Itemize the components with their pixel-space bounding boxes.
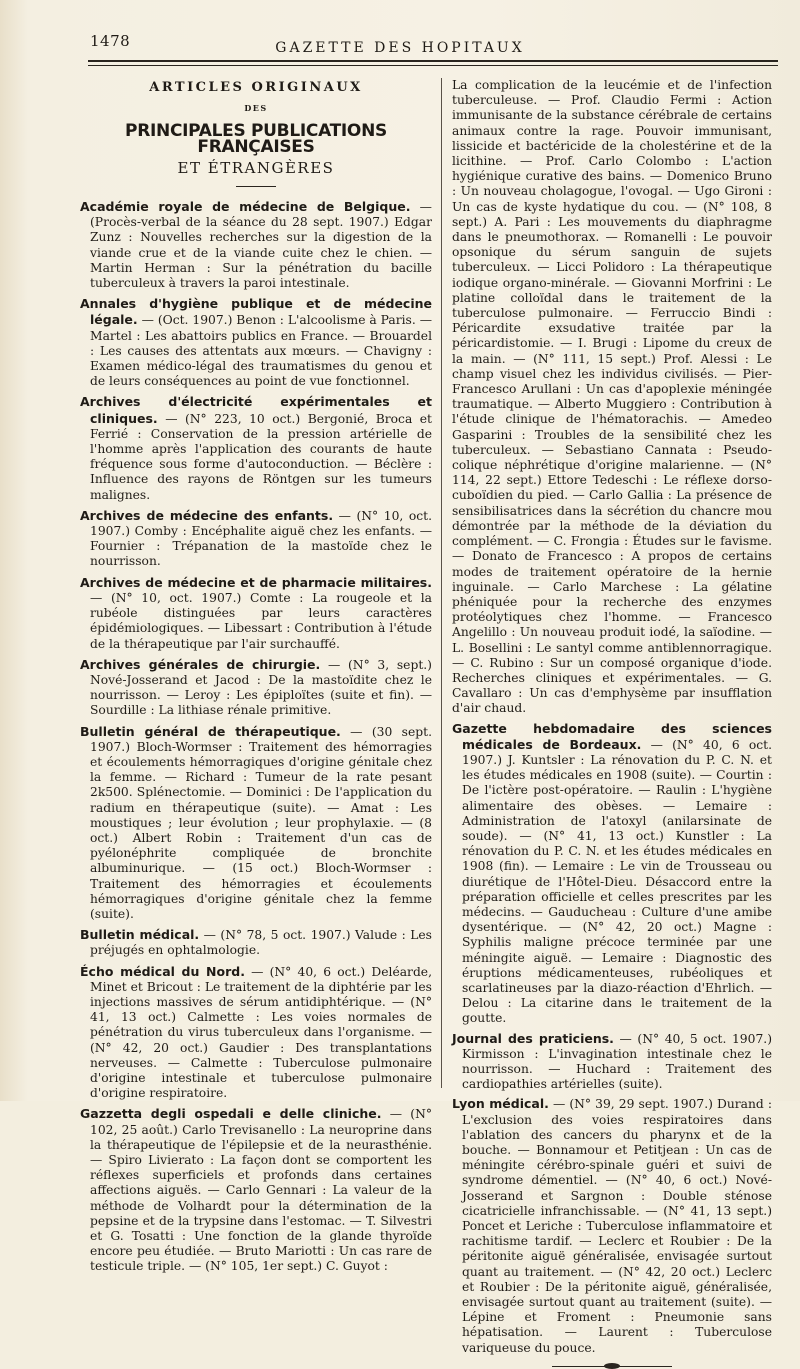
- journal-entry: [80, 199, 432, 291]
- journal-entry: [452, 721, 772, 1027]
- entry-text: — (N° 10, oct. 1907.) Comte : La rougeole et la rubéole distinguées par leurs caractères épidémiologiques. — Libessart : Contribution à l'étude de la thérapeutique par l'air surchauffé.: [90, 590, 432, 651]
- section-title-etrangeres: ET ÉTRANGÈRES: [177, 158, 335, 177]
- journal-entry: [80, 296, 432, 389]
- journal-entry: [80, 964, 432, 1102]
- journal-name: Annales d'hygiène publique et de médecine légale.: [80, 296, 432, 328]
- entry-text: — (N° 40, 6 oct.) Deléarde, Minet et Bricout : Le traitement de la diphtérie par les injections massives de sérum antidiphtérique. — (N° 41, 13 oct.) Calmette : Les voies normales de pénétration du virus tuberculeux dans l'organisme. — (N° 42, 20 oct.) Gaudier : Des transplantations nerveuses. — Calmette : Tuberculose pulmonaire d'origine intestinale et tuberculose pulmonaire d'origine respiratoire.: [90, 964, 432, 1101]
- entry-text: — (N° 40, 6 oct. 1907.) J. Kuntsler : La rénovation du P. C. N. et les études médicales en 1908 (suite). — Courtin : De l'ictère post-opératoire. — Raulin : L'hygiène alimentaire des obèses. — Lemaire : Administration de l'atoxyl (anilarsinate de soude). — (N° 41, 13 oct.) Kunstler : La rénovation du P. C. N. et les études médicales en 1908 (fin). — Lemaire : Le vin de Trousseau ou diurétique de l'Hôtel-Dieu. Désaccord entre la préparation officielle et celles prescrites par les médecins. — Gauducheau : Culture d'une amibe dysentérique. — (N° 42, 20 oct.) Magne : Syphilis maligne précoce terminée par une méningite aiguë. — Lemaire : Diagnostic des éruptions médicamenteuses, rubéoliques et scarlatineuses par la diazo-réaction d'Ehrlich. — Delou : La citarine dans le traitement de la goutte.: [462, 737, 772, 1026]
- entry-text: — (N° 40, 5 oct. 1907.) Kirmisson : L'invagination intestinale chez le nourrisson. — Huchard : Traitement des cardiopathies artérielles (suite).: [462, 1031, 772, 1092]
- journal-entry: [80, 1106, 432, 1274]
- entry-text: — (Procès-verbal de la séance du 28 sept. 1907.) Edgar Zunz : Nouvelles recherches sur la digestion de la viande crue et de la viande cuite chez le chien. — Martin Herman : Sur la pénétration du bacille tuberculeux à travers la paroi intestinale.: [90, 200, 432, 291]
- journal-entry: [80, 575, 432, 652]
- page-number: 1478: [90, 32, 131, 50]
- running-header: GAZETTE DES HOPITAUX: [275, 40, 525, 56]
- journal-name: Journal des praticiens.: [452, 1030, 614, 1046]
- journal-name: Archives de médecine et de pharmacie militaires.: [80, 574, 432, 590]
- section-title-des: DES: [244, 103, 268, 114]
- entry-text: — (Oct. 1907.) Benon : L'alcoolisme à Paris. — Martel : Les abattoirs publics en France. — Brouardel : Les causes des attentats aux mœurs. — Chavigny : Examen médico-légal des traumatismes du genou et de leurs conséquences au point de vue fonctionnel.: [90, 313, 432, 389]
- left-column: [80, 80, 432, 1280]
- journal-name: Académie royale de médecine de Belgique.: [80, 199, 411, 215]
- journal-entry: [452, 1031, 772, 1093]
- entry-text: — (N° 102, 25 août.) Carlo Trevisanello : La neuroprine dans la thérapeutique de l'épilepsie et de la neurasthénie. — Spiro Livierato : La façon dont se comportent les réflexes superficiels et profonds dans certaines affections aiguës. — Carlo Gennari : La valeur de la méthode de Volhardt pour la détermination de la pepsine et de la trypsine dans l'estomac. — T. Silvestri et G. Tosatti : Une fonction de la glande thyroïde encore peu étudiée. — Bruto Mariotti : Un cas rare de testicule triple. — (N° 105, 1er sept.) C. Guyot :: [90, 1107, 432, 1274]
- journal-entry: [80, 394, 432, 502]
- end-ornament: [552, 1366, 672, 1367]
- entry-text: — (N° 78, 5 oct. 1907.) Valude : Les préjugés en ophtalmologie.: [90, 928, 432, 958]
- right-column: [452, 78, 772, 1367]
- journal-name: Lyon médical.: [452, 1096, 549, 1112]
- journal-name: Bulletin médical.: [80, 927, 200, 943]
- journal-entry: [80, 724, 432, 923]
- section-title-articles: ARTICLES ORIGINAUX: [149, 80, 363, 95]
- section-title-principales: PRINCIPALES PUBLICATIONS FRANÇAISES: [125, 121, 387, 157]
- section-heading: [80, 80, 432, 187]
- entry-text: — (N° 3, sept.) Nové-Josserand et Jacod : De la mastoïdite chez le nourrisson. — Leroy : Les épiploïtes (suite et fin). — Sourdille : La lithiase rénale primitive.: [90, 657, 432, 718]
- heading-rule: [236, 186, 276, 187]
- journal-entry: [452, 1096, 772, 1355]
- journal-entry: [80, 657, 432, 719]
- header-rule-thin: [88, 65, 778, 66]
- entry-text: — (N° 10, oct. 1907.) Comby : Encéphalite aiguë chez les enfants. — Fournier : Trépanation de la mastoïde chez le nourrisson.: [90, 508, 432, 569]
- journal-name: Écho médical du Nord.: [80, 963, 245, 979]
- journal-name: Archives générales de chirurgie.: [80, 656, 321, 672]
- journal-name: Gazette hebdomadaire des sciences médicales de Bordeaux.: [452, 720, 772, 752]
- continued-entry-text: La complication de la leucémie et de l'infection tuberculeuse. — Prof. Claudio Fermi : Action immunisante de la substance cérébrale de certains animaux contre la rage. Pouvoir immunisant, lissicide et bactéricide de la cholestérine et de la licithine. — Prof. Carlo Colombo : L'action hygiénique curative des bains. — Domenico Bruno : Un nouveau cholagogue, l'ovogal. — Ugo Gironi : Un cas de kyste hydatique du cou. — (N° 108, 8 sept.) A. Pari : Les mouvements du diaphragme dans le pneumothorax. — Romanelli : Le pouvoir opsonique du sérum sanguin de sujets tuberculeux. — Licci Polidoro : La thérapeutique iodique organo-minérale. — Giovanni Morfrini : Le platine colloïdal dans le traitement de la tuberculose pulmonaire. — Ferruccio Bindi : Péricardite exsudative traitée par la péricardistomie. — I. Brugi : Lipome du creux de la main. — (N° 111, 15 sept.) Prof. Alessi : Le champ visuel chez les individus civilisés. — Pier-Francesco Arullani : Un cas d'apoplexie méningée traumatique. — Alberto Muggiero : Contribution à l'étude clinique de l'hématorachis. — Amedeo Gasparini : Troubles de la sensibilité chez les tuberculeux. — Sebastiano Cannata : Pseudo-colique néphrétique d'origine malarienne. — (N° 114, 22 sept.) Ettore Tedeschi : Le réflexe dorso-cuboïdien du pied. — Carlo Gallia : La présence de sensibilisatrices dans la sécrétion du chancre mou démontrée par la méthode de la déviation du complément. — C. Frongia : Études sur le favisme. — Donato de Francesco : A propos de certains modes de traitement opératoire de la hernie inguinale. — Carlo Marchese : La gélatine phéniquée pour la recherche des enzymes protéolytiques chez l'homme. — Francesco Angelillo : Un nouveau produit iodé, la saïodine. — L. Bosellini : Le santyl comme antiblennorragique. — C. Rubino : Sur un composé organique d'iode. Recherches cliniques et expérimentales. — G. Cavallaro : Un cas d'emphysème par insufflation d'air chaud.: [452, 78, 772, 716]
- entry-text: — (N° 39, 29 sept. 1907.) Durand : L'exclusion des voies respiratoires dans l'ablation des cancers du pharynx et de la bouche. — Bonnamour et Petitjean : Un cas de méningite cérébro-spinale guéri et suivi de syndrome démentiel. — (N° 40, 6 oct.) Nové-Josserand et Sargnon : Double sténose cicatricielle infranchissable. — (N° 41, 13 sept.) Poncet et Leriche : Tuberculose inflammatoire et rachitisme tardif. — Leclerc et Roubier : De la péritonite aiguë généralisée, envisagée surtout quant au traitement. — (N° 42, 20 oct.) Leclerc et Roubier : De la péritonite aiguë, généralisée, envisagée surtout quant au traitement (suite). — Lépine et Froment : Pneumonie sans hépatisation. — Laurent : Tuberculose variqueuse du pouce.: [462, 1097, 772, 1355]
- column-divider: [441, 78, 442, 1088]
- journal-name: Archives d'électricité expérimentales et cliniques.: [80, 394, 432, 426]
- entry-text: — (30 sept. 1907.) Bloch-Wormser : Traitement des hémorragies et écoulements hémorragiques d'origine génitale chez la femme. — Richard : Tumeur de la rate pesant 2k500. Splénectomie. — Dominici : De l'application du radium en thérapeutique (suite). — Amat : Les moustiques ; leur évolution ; leur prophylaxie. — (8 oct.) Albert Robin : Traitement d'un cas de pyélonéphrite compliquée de bronchite albuminurique. — (15 oct.) Bloch-Wormser : Traitement des hémorragies et écoulements hémorragiques d'origine génitale chez la femme (suite).: [90, 724, 432, 921]
- journal-name: Bulletin général de thérapeutique.: [80, 723, 341, 739]
- header-rule: [88, 60, 778, 62]
- journal-entry: [80, 508, 432, 570]
- journal-name: Gazzetta degli ospedali e delle cliniche.: [80, 1106, 382, 1122]
- journal-entry: [80, 927, 432, 958]
- entry-text: — (N° 223, 10 oct.) Bergonié, Broca et Ferrié : Conservation de la pression artérielle de l'homme après l'application des courants de haute fréquence sous forme d'autoconduction. — Béclère : Influence des rayons de Röntgen sur les tumeurs malignes.: [90, 411, 432, 502]
- journal-name: Archives de médecine des enfants.: [80, 507, 334, 523]
